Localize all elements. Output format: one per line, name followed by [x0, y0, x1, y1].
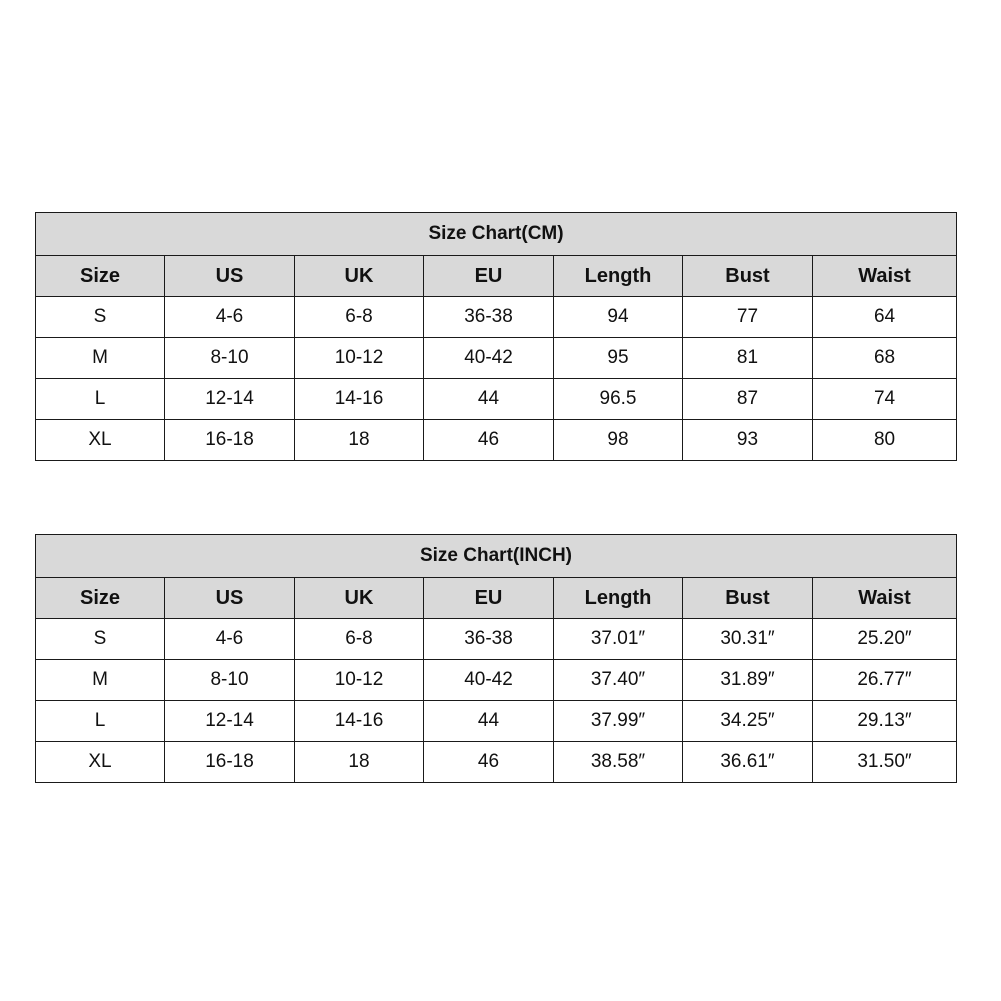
table-cell: 10-12	[295, 660, 424, 701]
table-row	[36, 742, 957, 783]
table-cell: 44	[424, 379, 554, 420]
table-cell: XL	[36, 742, 165, 783]
table-cell: 16-18	[165, 742, 295, 783]
table-cell: 68	[813, 338, 957, 379]
table-cell: 10-12	[295, 338, 424, 379]
table-cell: 8-10	[165, 660, 295, 701]
table-row	[36, 619, 957, 660]
table-row	[36, 660, 957, 701]
column-header-uk: UK	[295, 256, 424, 297]
table-cell: 4-6	[165, 619, 295, 660]
table-cell: 80	[813, 420, 957, 461]
table-row	[36, 297, 957, 338]
table-cell: 37.01″	[554, 619, 683, 660]
table-cell: 16-18	[165, 420, 295, 461]
table-cell: 18	[295, 420, 424, 461]
table-cell: 37.99″	[554, 701, 683, 742]
column-header-bust: Bust	[683, 578, 813, 619]
table-row	[36, 379, 957, 420]
table-cell: 31.89″	[683, 660, 813, 701]
table-cell: 29.13″	[813, 701, 957, 742]
column-header-length: Length	[554, 578, 683, 619]
table-cell: 37.40″	[554, 660, 683, 701]
table-cell: 46	[424, 742, 554, 783]
table-title: Size Chart(INCH)	[36, 535, 957, 578]
table-cell: M	[36, 660, 165, 701]
table-cell: 18	[295, 742, 424, 783]
table-row	[36, 701, 957, 742]
table-cell: 12-14	[165, 379, 295, 420]
table-cell: 12-14	[165, 701, 295, 742]
table-cell: S	[36, 297, 165, 338]
table-cell: 14-16	[295, 379, 424, 420]
column-header-waist: Waist	[813, 578, 957, 619]
column-header-bust: Bust	[683, 256, 813, 297]
table-row	[36, 338, 957, 379]
table-title-row	[36, 535, 957, 578]
table-cell: 36.61″	[683, 742, 813, 783]
size-chart-cm-table	[35, 212, 957, 461]
table-cell: 14-16	[295, 701, 424, 742]
table-cell: 44	[424, 701, 554, 742]
table-cell: 74	[813, 379, 957, 420]
table-cell: 93	[683, 420, 813, 461]
table-cell: 95	[554, 338, 683, 379]
table-cell: L	[36, 701, 165, 742]
table-header-row	[36, 578, 957, 619]
size-chart-inch-table	[35, 534, 957, 783]
table-cell: 26.77″	[813, 660, 957, 701]
table-cell: 38.58″	[554, 742, 683, 783]
column-header-size: Size	[36, 578, 165, 619]
column-header-length: Length	[554, 256, 683, 297]
table-cell: M	[36, 338, 165, 379]
table-cell: 81	[683, 338, 813, 379]
column-header-eu: EU	[424, 578, 554, 619]
column-header-waist: Waist	[813, 256, 957, 297]
table-cell: 31.50″	[813, 742, 957, 783]
table-cell: 94	[554, 297, 683, 338]
table-cell: 40-42	[424, 338, 554, 379]
table-title: Size Chart(CM)	[36, 213, 957, 256]
table-cell: 46	[424, 420, 554, 461]
table-cell: S	[36, 619, 165, 660]
table-title-row	[36, 213, 957, 256]
table-cell: 40-42	[424, 660, 554, 701]
column-header-uk: UK	[295, 578, 424, 619]
table-header-row	[36, 256, 957, 297]
table-cell: 8-10	[165, 338, 295, 379]
table-cell: 36-38	[424, 297, 554, 338]
table-cell: XL	[36, 420, 165, 461]
table-cell: 25.20″	[813, 619, 957, 660]
table-cell: 4-6	[165, 297, 295, 338]
column-header-us: US	[165, 578, 295, 619]
table-cell: 98	[554, 420, 683, 461]
table-row	[36, 420, 957, 461]
table-cell: 6-8	[295, 619, 424, 660]
table-cell: 30.31″	[683, 619, 813, 660]
column-header-size: Size	[36, 256, 165, 297]
table-cell: 34.25″	[683, 701, 813, 742]
table-cell: 6-8	[295, 297, 424, 338]
column-header-us: US	[165, 256, 295, 297]
table-cell: L	[36, 379, 165, 420]
table-cell: 36-38	[424, 619, 554, 660]
table-cell: 96.5	[554, 379, 683, 420]
table-cell: 87	[683, 379, 813, 420]
table-cell: 64	[813, 297, 957, 338]
column-header-eu: EU	[424, 256, 554, 297]
table-cell: 77	[683, 297, 813, 338]
